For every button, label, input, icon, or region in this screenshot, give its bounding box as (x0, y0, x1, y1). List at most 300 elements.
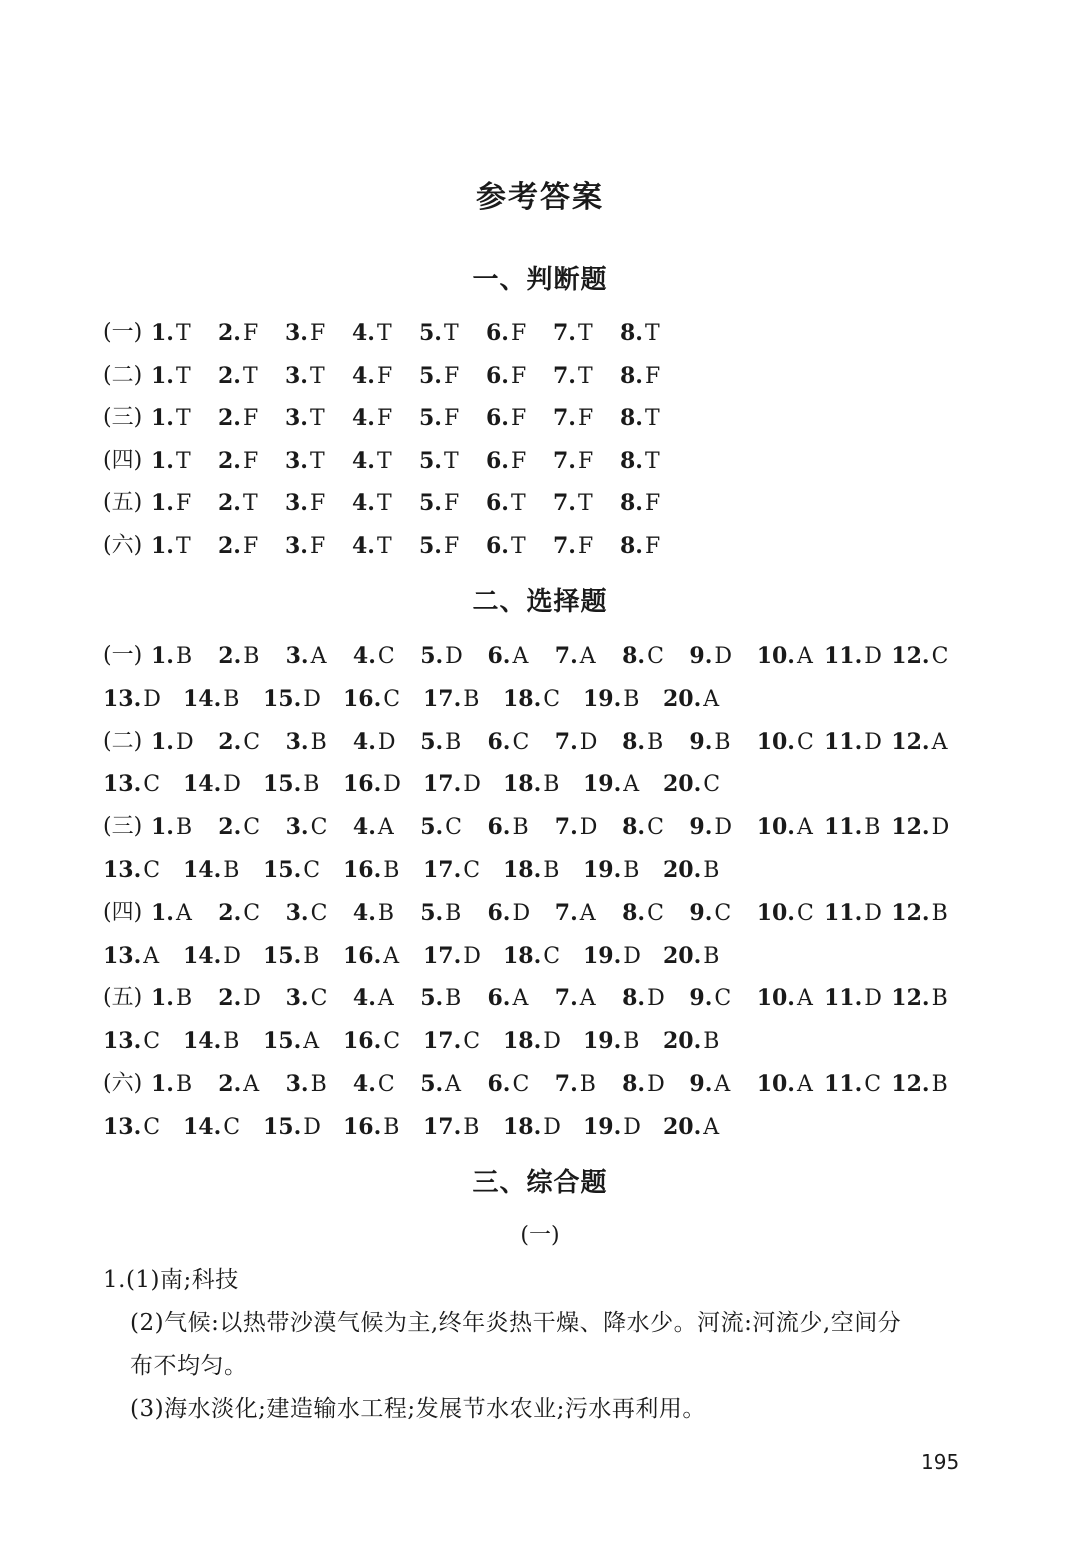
answer-value: F (309, 491, 326, 517)
question-number: 5. (419, 533, 442, 559)
question-number: 1. (151, 362, 174, 389)
answer-item (183, 850, 239, 891)
answer-item (218, 483, 258, 524)
question-number: 13. (103, 685, 142, 712)
answer-item (343, 1021, 400, 1062)
answer-value: A (445, 1072, 462, 1097)
answer-item (423, 1107, 479, 1148)
answer-value: B (623, 1029, 640, 1055)
answer-value: B (931, 1072, 948, 1097)
question-number: 6. (487, 1071, 511, 1097)
answer-value: A (796, 986, 813, 1012)
answer-row (103, 483, 973, 523)
question-number: 11. (824, 643, 863, 669)
answer-item (663, 850, 719, 891)
answer-value: C (796, 900, 814, 926)
answer-value: F (443, 406, 460, 432)
answer-item (263, 1107, 321, 1148)
answer-value: D (512, 900, 531, 926)
question-number: 20. (663, 771, 702, 798)
answer-item (420, 807, 462, 848)
answer-item (663, 764, 720, 805)
answer-item (103, 850, 160, 891)
answer-value: B (864, 815, 881, 841)
answer-set-label: (一) (103, 320, 143, 345)
answer-value: F (510, 363, 527, 389)
question-number: 12. (891, 985, 930, 1012)
answer-item (419, 526, 459, 567)
answer-value: T (644, 321, 660, 346)
answer-item (503, 764, 559, 805)
answer-value: B (931, 900, 948, 926)
answer-item (689, 722, 730, 763)
question-number: 3. (285, 643, 309, 669)
answer-item (103, 936, 159, 977)
answer-item (622, 978, 665, 1019)
question-number: 4. (352, 1071, 376, 1097)
answer-value: B (623, 686, 640, 712)
answer-value: D (864, 986, 882, 1012)
answer-value: T (376, 321, 392, 346)
answer-value: D (243, 986, 261, 1012)
question-number: 8. (620, 362, 643, 389)
question-number: 5. (419, 320, 442, 346)
answer-item (151, 1064, 192, 1105)
answer-value: T (376, 491, 392, 517)
answer-value: C (647, 815, 664, 841)
question-number: 8. (622, 1071, 646, 1097)
answer-item (218, 398, 258, 439)
answer-item (419, 441, 459, 482)
question-number: 17. (423, 771, 462, 798)
question-number: 7. (554, 643, 578, 669)
question-number: 18. (503, 685, 542, 712)
answer-row (103, 636, 973, 676)
answer-value: C (143, 1029, 161, 1055)
answer-row (103, 526, 973, 566)
question-number: 7. (553, 362, 576, 389)
answer-item (620, 483, 660, 524)
answer-row (103, 978, 973, 1018)
answer-value: C (223, 1114, 241, 1140)
answer-value: B (931, 986, 948, 1012)
answer-value: D (223, 943, 241, 969)
answer-value: T (242, 363, 258, 389)
question-number: 8. (622, 899, 646, 926)
answer-value: T (175, 363, 191, 389)
answer-item (555, 893, 596, 934)
section-title-multiple-choice: 二、选择题 (472, 587, 608, 617)
answer-item (151, 313, 191, 354)
question-number: 19. (583, 685, 622, 712)
question-number: 11. (824, 1071, 863, 1097)
answer-value: A (623, 772, 640, 798)
question-number: 8. (622, 643, 646, 669)
answer-item (103, 764, 160, 805)
answer-value: B (223, 686, 240, 712)
answer-value: T (376, 534, 392, 559)
answer-item (285, 483, 325, 524)
question-number: 5. (420, 985, 444, 1012)
question-number: 5. (420, 814, 444, 841)
answer-value: C (714, 900, 732, 926)
answer-row (103, 1107, 973, 1147)
answer-value: B (175, 986, 193, 1012)
answer-value: A (703, 1114, 720, 1140)
question-number: 4. (352, 362, 375, 389)
question-number: 7. (553, 533, 576, 559)
answer-value: F (577, 534, 594, 559)
answer-value: C (303, 858, 321, 883)
question-number: 2. (218, 814, 242, 841)
question-number: 18. (503, 942, 542, 969)
question-number: 7. (553, 405, 576, 432)
answer-value: F (242, 406, 259, 432)
question-number: 2. (218, 728, 242, 755)
answer-item (488, 1064, 530, 1105)
question-number: 16. (343, 771, 382, 798)
answer-value: T (644, 406, 660, 432)
answer-item (103, 1107, 160, 1148)
answer-value: D (175, 729, 194, 755)
question-number: 1. (151, 1071, 174, 1097)
question-number: 16. (343, 942, 382, 969)
answer-value: F (376, 406, 393, 432)
answer-value: D (377, 729, 396, 755)
answer-row (103, 722, 973, 762)
answer-item (891, 893, 947, 934)
answer-value: F (242, 321, 259, 346)
answer-value: D (714, 644, 732, 669)
answer-value: B (303, 772, 320, 798)
answer-item (420, 1064, 461, 1105)
answer-value: B (463, 686, 480, 712)
answer-set-label: (五) (103, 490, 143, 516)
answer-value: C (243, 729, 261, 755)
question-number: 1. (151, 643, 174, 669)
answer-value: D (864, 900, 882, 926)
answer-value: C (445, 815, 462, 841)
answer-item (286, 636, 327, 677)
question-number: 4. (352, 447, 375, 474)
answer-value: T (577, 491, 593, 517)
answer-item (286, 722, 327, 763)
question-number: 15. (263, 942, 302, 969)
question-number: 3. (285, 490, 308, 517)
answer-value: B (623, 858, 640, 883)
answer-value: A (512, 644, 529, 669)
question-number: 9. (689, 985, 713, 1012)
answer-value: D (579, 815, 598, 841)
answer-item (423, 850, 480, 891)
answer-item (503, 936, 560, 977)
answer-value: F (242, 448, 259, 474)
answer-item (218, 1064, 259, 1105)
question-number: 18. (503, 857, 542, 883)
answer-value: B (579, 1072, 596, 1097)
question-number: 5. (420, 728, 444, 755)
answer-value: B (383, 858, 400, 883)
question-number: 18. (503, 771, 542, 798)
answer-item (151, 441, 191, 482)
answer-item (353, 978, 394, 1019)
answer-item (583, 679, 639, 720)
question-number: 2. (218, 447, 241, 474)
answer-value: C (796, 729, 814, 755)
answer-value: B (303, 943, 320, 969)
answer-value: C (143, 1114, 161, 1140)
answer-value: D (623, 943, 641, 969)
answer-value: T (309, 363, 325, 389)
answer-item (757, 893, 814, 934)
answer-value: A (579, 900, 596, 926)
question-number: 17. (423, 685, 462, 712)
question-number: 19. (583, 857, 622, 883)
answer-value: C (463, 858, 481, 883)
question-number: 1. (151, 814, 174, 841)
answer-item (689, 807, 732, 848)
answer-item (218, 356, 258, 397)
answer-item (285, 441, 325, 482)
answer-item (553, 483, 593, 524)
answer-value: C (931, 644, 949, 669)
answer-item (285, 313, 325, 354)
question-number: 1. (151, 447, 174, 474)
answer-item (183, 1107, 240, 1148)
answer-item (488, 722, 530, 763)
answer-set-label: (二) (103, 362, 143, 388)
answer-item (423, 936, 481, 977)
answer-item (486, 441, 526, 482)
question-number: 17. (423, 942, 462, 969)
answer-item (352, 313, 392, 354)
answer-value: B (310, 729, 327, 755)
answer-item (353, 636, 395, 677)
answer-item (151, 483, 191, 524)
question-number: 8. (620, 533, 643, 559)
question-number: 4. (352, 985, 376, 1012)
answer-value: B (175, 815, 193, 841)
answer-value: F (376, 363, 393, 389)
question-number: 2. (218, 985, 242, 1012)
answer-value: F (443, 363, 460, 389)
answer-value: C (383, 1029, 401, 1055)
answer-value: D (383, 772, 401, 798)
answer-item (151, 398, 191, 439)
question-number: 6. (486, 533, 509, 559)
answer-value: T (376, 448, 392, 474)
answer-item (622, 893, 664, 934)
answer-item (555, 636, 596, 677)
question-number: 7. (554, 814, 578, 841)
answer-item (353, 722, 396, 763)
answer-value: B (714, 729, 731, 755)
question-number: 2. (218, 362, 241, 389)
answer-item (218, 313, 258, 354)
answer-item (824, 807, 880, 848)
question-number: 12. (891, 1071, 930, 1097)
question-number: 7. (553, 490, 576, 517)
answer-item (555, 807, 598, 848)
question-number: 6. (487, 899, 511, 926)
answer-value: A (579, 986, 596, 1012)
answer-value: C (647, 644, 664, 669)
answer-item (423, 764, 481, 805)
answer-item (689, 1064, 730, 1105)
question-number: 9. (689, 728, 713, 755)
question-number: 2. (218, 899, 242, 926)
question-number: 3. (285, 533, 308, 559)
question-number: 5. (419, 447, 442, 474)
question-number: 7. (554, 728, 578, 755)
answer-value: F (309, 534, 326, 559)
answer-value: B (703, 1029, 720, 1055)
answer-item (555, 722, 598, 763)
question-number: 20. (663, 685, 702, 712)
answer-item (353, 893, 394, 934)
answer-value: A (512, 986, 529, 1012)
answer-item (263, 679, 321, 720)
answer-item (419, 483, 459, 524)
question-number: 8. (622, 814, 646, 841)
question-number: 7. (554, 899, 578, 926)
answer-item (151, 893, 192, 934)
answer-item (343, 679, 400, 720)
answer-item (218, 893, 260, 934)
question-number: 17. (423, 1113, 462, 1140)
answer-row (103, 441, 973, 481)
question-number: 10. (756, 899, 795, 926)
question-number: 3. (285, 320, 308, 346)
answer-value: B (445, 729, 462, 755)
question-number: 5. (419, 362, 442, 389)
question-number: 20. (663, 857, 702, 883)
answer-item (620, 356, 660, 397)
answer-item (620, 313, 660, 354)
answer-value: C (512, 729, 530, 755)
answer-item (285, 356, 325, 397)
question-number: 8. (620, 490, 643, 517)
question-number: 19. (583, 771, 622, 798)
answer-item (663, 679, 719, 720)
question-number: 1. (151, 899, 174, 926)
question-number: 3. (285, 405, 308, 432)
section-title-comprehensive: 三、综合题 (472, 1168, 608, 1198)
answer-item (285, 398, 325, 439)
question-number: 5. (419, 405, 442, 432)
answer-value: A (175, 900, 192, 926)
section-title-true-false: 一、判断题 (472, 265, 608, 295)
question-number: 2. (218, 1071, 242, 1097)
answer-item (285, 526, 325, 567)
answer-row (103, 807, 973, 847)
question-number: 14. (183, 942, 222, 969)
question-number: 8. (622, 728, 646, 755)
answer-value: C (310, 900, 328, 926)
answer-item (218, 441, 258, 482)
answer-value: F (644, 363, 661, 389)
question-number: 19. (583, 1028, 622, 1055)
answer-value: D (647, 1072, 665, 1097)
answer-value: F (644, 491, 661, 517)
answer-item (263, 936, 319, 977)
answer-item (286, 893, 328, 934)
question-number: 7. (554, 985, 578, 1012)
question-number: 4. (352, 728, 376, 755)
answer-item (488, 893, 531, 934)
answer-item (620, 526, 660, 567)
question-number: 16. (343, 1113, 382, 1140)
answer-item (622, 636, 664, 677)
question-number: 1. (151, 985, 174, 1012)
answer-item (218, 526, 258, 567)
question-number: 20. (663, 1028, 702, 1055)
question-number: 7. (554, 1071, 578, 1097)
answer-item (553, 313, 593, 354)
answer-item (757, 636, 813, 677)
answer-item (286, 1064, 327, 1105)
answer-item (891, 807, 949, 848)
answer-item (824, 722, 882, 763)
answer-value: B (223, 1029, 240, 1055)
question-number: 1. (151, 490, 174, 517)
answer-item (352, 441, 392, 482)
answer-item (891, 636, 948, 677)
answer-item (151, 807, 192, 848)
answer-value: B (175, 644, 193, 669)
question-number: 15. (263, 771, 302, 798)
answer-value: C (310, 815, 328, 841)
question-number: 7. (553, 447, 576, 474)
answer-paragraph: 布不均匀。 (130, 1353, 248, 1379)
question-number: 5. (420, 643, 444, 669)
answer-value: D (445, 644, 463, 669)
question-number: 2. (218, 490, 241, 517)
question-number: 5. (420, 899, 444, 926)
question-number: 9. (689, 1071, 713, 1097)
answer-item (555, 1064, 596, 1105)
question-number: 15. (263, 1028, 302, 1055)
question-number: 6. (487, 814, 511, 841)
answer-item (689, 893, 731, 934)
question-number: 3. (285, 985, 309, 1012)
answer-item (151, 722, 194, 763)
answer-value: A (796, 644, 813, 669)
answer-value: T (644, 448, 660, 474)
answer-item (583, 1021, 639, 1062)
answer-item (622, 807, 664, 848)
answer-item (689, 636, 732, 677)
answer-item (486, 398, 526, 439)
question-number: 15. (263, 857, 302, 883)
answer-value: A (377, 815, 394, 841)
question-number: 3. (285, 362, 308, 389)
question-number: 13. (103, 771, 142, 798)
question-number: 10. (756, 643, 795, 669)
answer-row (103, 936, 973, 976)
answer-value: B (310, 1072, 327, 1097)
answer-row (103, 1064, 973, 1104)
answer-item (151, 636, 192, 677)
answer-row (103, 1021, 973, 1061)
answer-value: D (864, 644, 882, 669)
answer-value: B (463, 1114, 480, 1140)
question-number: 3. (285, 814, 309, 841)
answer-item (620, 441, 660, 482)
question-number: 14. (183, 685, 222, 712)
answer-item (420, 722, 461, 763)
answer-item (218, 636, 259, 677)
